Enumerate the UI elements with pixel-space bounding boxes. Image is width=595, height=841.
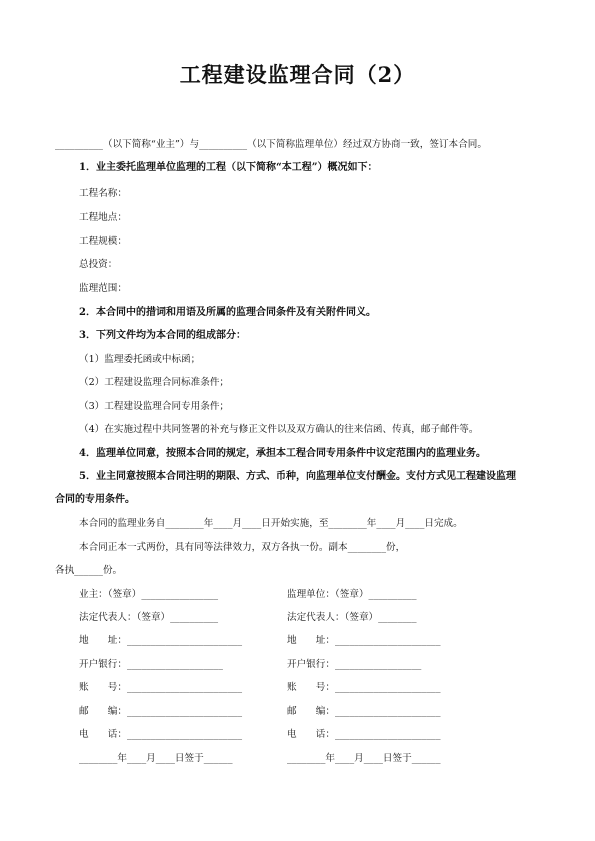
supervisor-address: 地 址：______________________ [287,635,441,646]
page-title: 工程建设监理合同（2） [179,62,416,87]
supervisor-account: 账 号：______________________ [287,682,441,693]
clause-1: 1．业主委托监理单位监理的工程（以下简称“本工程”）概况如下： [79,162,378,173]
owner-bank: 开户银行：____________________ [79,659,223,670]
document-item-1: （1）监理委托函或中标函； [79,354,201,365]
document-item-2: （2）工程建设监理合同标准条件； [79,377,230,388]
field-scope: 监理范围： [79,283,127,294]
supervisor-signature: 监理单位：（签章）__________ [287,589,417,600]
owner-address: 地 址：________________________ [79,635,243,646]
supervisor-phone: 电 话：______________________ [287,729,441,740]
field-project-site: 工程地点： [79,212,127,223]
owner-phone: 电 话：________________________ [79,729,243,740]
supervisor-rep-signature: 法定代表人：（签章）________ [287,612,417,623]
owner-sign-date: ________年____月____日签于______ [79,753,233,764]
intro-paragraph: __________（以下简称“业主”）与__________（以下简称监理单位）经过双方协商一致，签订本合同。 [55,139,487,150]
supervisor-sign-date: ________年____月____日签于______ [287,753,441,764]
copies-line-1: 本合同正本一式两份，具有同等法律效力，双方各执一份。副本________份， [79,542,406,553]
clause-4: 4．监理单位同意，按照本合同的规定，承担本工程合同专用条件中议定范围内的监理业务。 [79,448,486,459]
copies-line-2: 各执______份。 [55,565,123,576]
supervisor-bank: 开户银行：__________________ [287,659,422,670]
owner-signature: 业主：（签章）________________ [79,589,219,600]
document-item-4: （4）在实施过程中共同签署的补充与修正文件以及双方确认的往来信函、传真，邮子邮件等。 [79,424,479,435]
document-item-3: （3）工程建设监理合同专用条件； [79,401,230,412]
owner-rep-signature: 法定代表人：（签章）__________ [79,612,219,623]
clause-3: 3．下列文件均为本合同的组成部分： [79,330,246,341]
owner-postcode: 邮 编：________________________ [79,706,243,717]
clause-2: 2．本合同中的措词和用语及所属的监理合同条件及有关附件同义。 [79,307,376,318]
owner-account: 账 号：________________________ [79,682,243,693]
clause-5-line-2: 合同的专用条件。 [55,494,135,505]
supervisor-postcode: 邮 编：______________________ [287,706,441,717]
service-period: 本合同的监理业务自________年____月____日开始实施，至________年____月____日完成。 [79,518,463,529]
field-project-name: 工程名称： [79,188,127,199]
clause-5-line-1: 5．业主同意按照本合同注明的期限、方式、币种，向监理单位支付酬金。支付方式见工程建设监理 [79,471,516,482]
field-project-scale: 工程规模： [79,236,127,247]
field-total-investment: 总投资： [79,259,118,270]
